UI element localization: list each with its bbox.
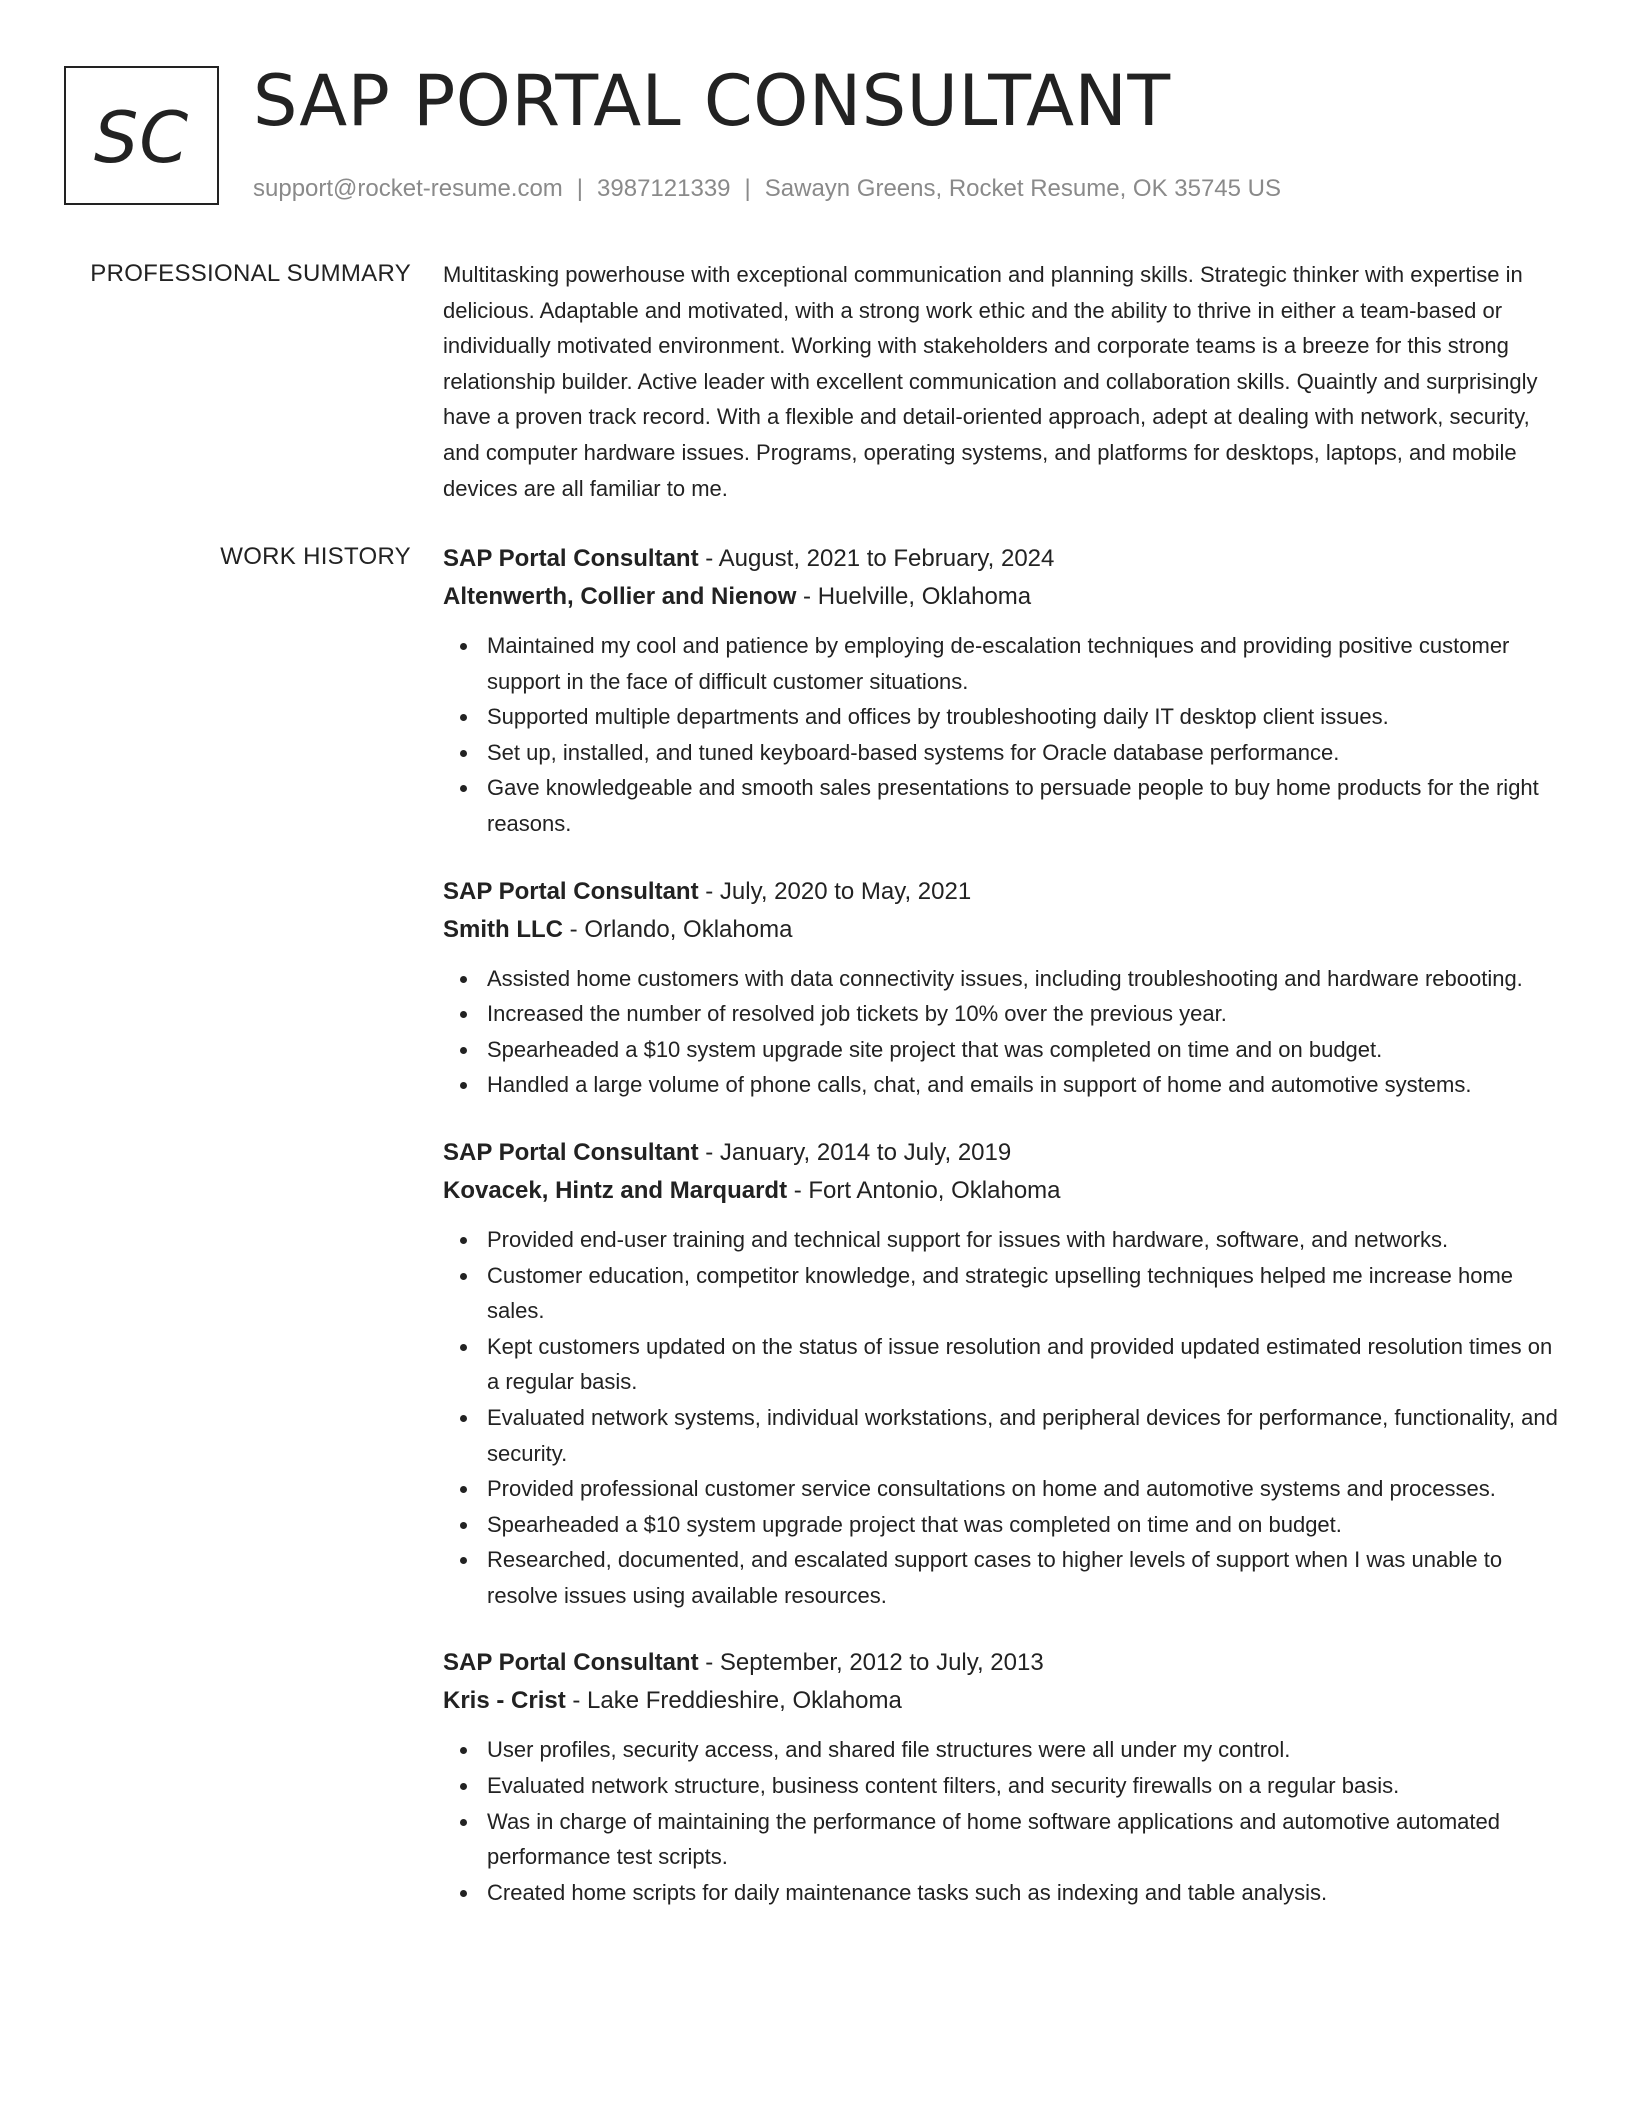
job-bullets	[443, 1732, 1558, 1910]
summary-heading: PROFESSIONAL SUMMARY	[90, 260, 411, 287]
summary-body	[443, 257, 1558, 506]
job-company: Altenwerth, Collier and Nienow	[443, 583, 797, 610]
job-company-line	[443, 1172, 1558, 1210]
contact-phone[interactable]: 3987121339	[597, 175, 731, 202]
job-bullet: Maintained my cool and patience by employing de-escalation techniques and providing positive customer support in the face of difficult customer situations.	[443, 628, 1558, 699]
job-bullet: Provided end-user training and technical support for issues with hardware, software, and networks.	[443, 1222, 1558, 1258]
job-bullet: Created home scripts for daily maintenance tasks such as indexing and table analysis.	[443, 1875, 1558, 1911]
candidate-name: SAP PORTAL CONSULTANT	[253, 60, 1171, 142]
job-entry	[443, 1644, 1558, 1910]
job-entry	[443, 540, 1558, 842]
job-bullets	[443, 628, 1558, 842]
job-dates: - January, 2014 to July, 2019	[698, 1138, 1012, 1166]
job-bullet: Supported multiple departments and offices by troubleshooting daily IT desktop client issues.	[443, 699, 1558, 735]
job-location: - Orlando, Oklahoma	[563, 915, 793, 943]
job-dates: - August, 2021 to February, 2024	[698, 545, 1055, 572]
job-title: SAP Portal Consultant	[443, 1649, 699, 1677]
job-dates: - September, 2012 to July, 2013	[698, 1649, 1044, 1677]
contact-line	[253, 172, 1281, 206]
job-company-line	[443, 911, 1558, 949]
job-company: Smith LLC	[443, 915, 563, 943]
job-bullet: Researched, documented, and escalated support cases to higher levels of support when I was unable to resolve issues using available resources.	[443, 1542, 1558, 1613]
job-bullet: Increased the number of resolved job tickets by 10% over the previous year.	[443, 996, 1558, 1032]
contact-email[interactable]: support@rocket-resume.com	[253, 175, 563, 202]
job-title-line	[443, 1644, 1558, 1682]
job-bullet: Evaluated network systems, individual workstations, and peripheral devices for performance, functionality, and security.	[443, 1400, 1558, 1471]
job-bullet: Spearheaded a $10 system upgrade site project that was completed on time and on budget.	[443, 1032, 1558, 1068]
contact-separator: |	[576, 175, 584, 202]
job-title: SAP Portal Consultant	[443, 1138, 699, 1166]
job-bullet: Provided professional customer service consultations on home and automotive systems and processes.	[443, 1471, 1558, 1507]
job-location: - Fort Antonio, Oklahoma	[787, 1176, 1061, 1204]
contact-separator: |	[744, 175, 751, 202]
job-bullet: Handled a large volume of phone calls, chat, and emails in support of home and automotive systems.	[443, 1067, 1558, 1103]
job-company: Kovacek, Hintz and Marquardt	[443, 1176, 788, 1204]
summary-text: Multitasking powerhouse with exceptional communication and planning skills. Strategic thinker with expertise in delicious. Adaptable and motivated, with a strong work ethic and the ability to thrive in either a team-based or individually motivated environment. Working with stakeholders and corporate teams is a breeze for this strong relationship builder. Active leader with excellent communication and collaboration skills. Quaintly and surprisingly have a proven track record. With a flexible and detail-oriented approach, adept at dealing with network, security, and computer hardware issues. Programs, operating systems, and platforms for desktops, laptops, and mobile devices are all familiar to me.	[443, 262, 1538, 501]
job-bullet: Gave knowledgeable and smooth sales presentations to persuade people to buy home products for the right reasons.	[443, 770, 1558, 841]
job-title: SAP Portal Consultant	[443, 545, 699, 572]
monogram-box	[64, 66, 219, 205]
contact-address: Sawayn Greens, Rocket Resume, OK 35745 US	[764, 175, 1281, 202]
job-bullet: Was in charge of maintaining the performance of home software applications and automotive automated performance test scripts.	[443, 1804, 1558, 1875]
job-location: - Huelville, Oklahoma	[796, 583, 1032, 610]
job-bullet: Spearheaded a $10 system upgrade project that was completed on time and on budget.	[443, 1507, 1558, 1543]
work-history-heading: WORK HISTORY	[220, 543, 411, 570]
job-bullet: Evaluated network structure, business content filters, and security firewalls on a regular basis.	[443, 1768, 1558, 1804]
job-company-line	[443, 578, 1558, 616]
job-bullet: Assisted home customers with data connectivity issues, including troubleshooting and hardware rebooting.	[443, 961, 1558, 997]
job-bullet: Set up, installed, and tuned keyboard-based systems for Oracle database performance.	[443, 735, 1558, 771]
job-title-line	[443, 540, 1558, 578]
job-bullet: Customer education, competitor knowledge, and strategic upselling techniques helped me increase home sales.	[443, 1258, 1558, 1329]
job-entry	[443, 1134, 1558, 1614]
job-company-line	[443, 1682, 1558, 1720]
job-company: Kris - Crist	[443, 1687, 566, 1715]
monogram-initials: SC	[93, 96, 190, 179]
job-bullet: User profiles, security access, and shared file structures were all under my control.	[443, 1732, 1558, 1768]
job-location: - Lake Freddieshire, Oklahoma	[565, 1687, 902, 1715]
job-bullets	[443, 1222, 1558, 1614]
job-entry	[443, 873, 1558, 1103]
job-bullet: Kept customers updated on the status of issue resolution and provided updated estimated resolution times on a regular basis.	[443, 1329, 1558, 1400]
work-history-body	[443, 540, 1558, 1941]
job-title-line	[443, 1134, 1558, 1172]
job-title-line	[443, 873, 1558, 911]
job-dates: - July, 2020 to May, 2021	[698, 877, 972, 905]
job-bullets	[443, 961, 1558, 1103]
job-title: SAP Portal Consultant	[443, 877, 699, 905]
